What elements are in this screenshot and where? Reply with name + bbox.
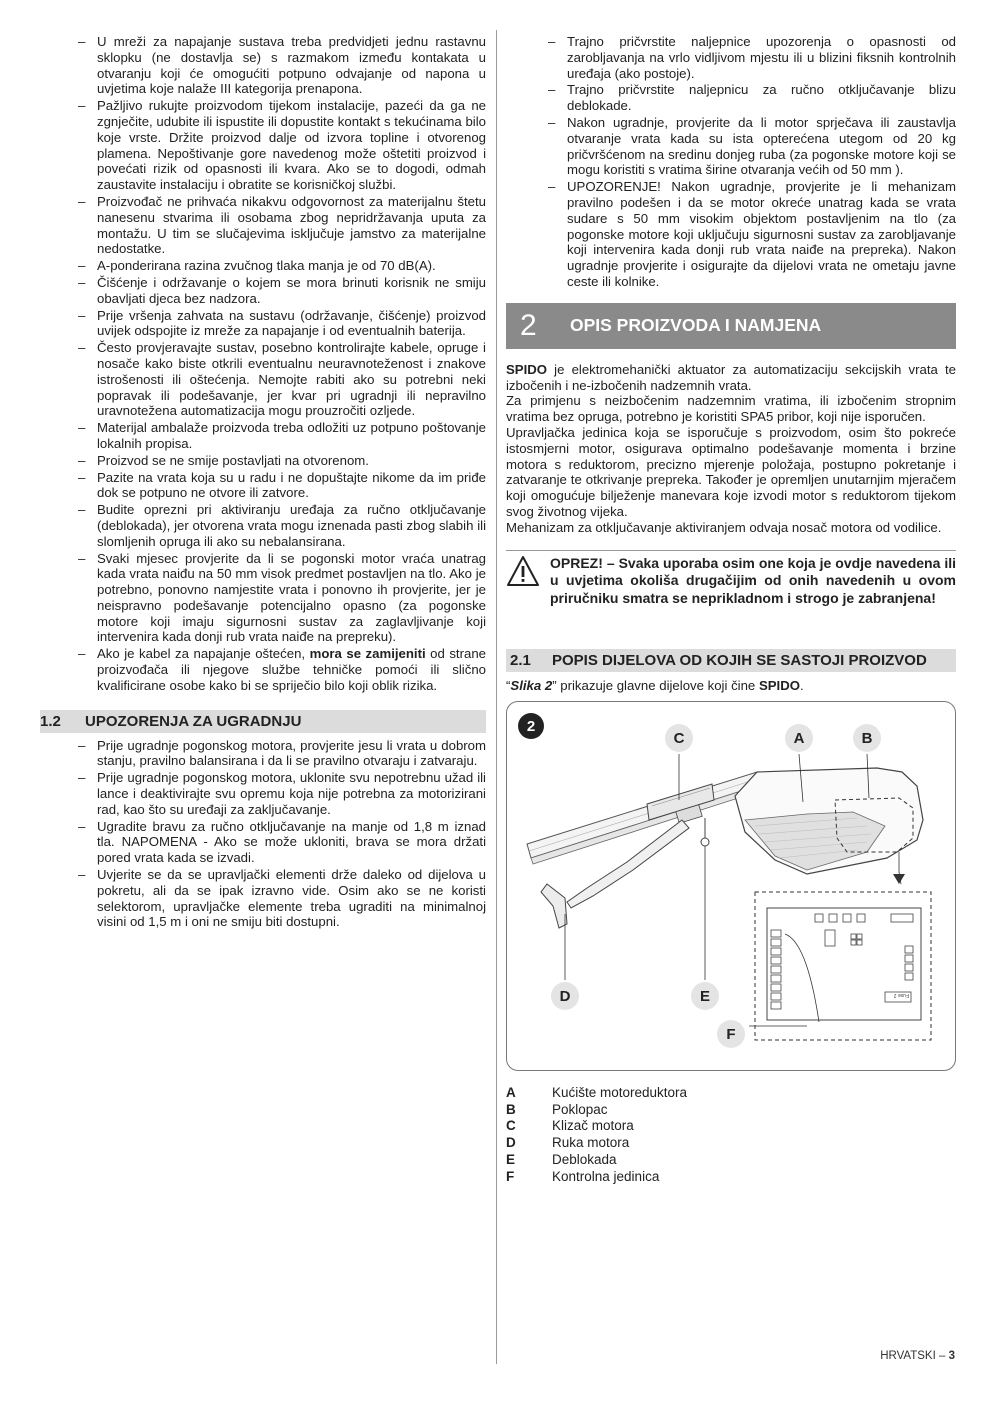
warning-triangle-icon bbox=[506, 555, 550, 608]
label-f: F bbox=[726, 1025, 736, 1043]
section-heading-1-2 bbox=[40, 710, 486, 733]
list-item: – Prije ugradnje pogonskog motora, uklonite svu nepotrebnu užad ili lance i deaktivirajte svu opremu koja nije potrebna za motorizirani rad, kao što su uređaji za zaključavanje. bbox=[40, 770, 486, 817]
legend-key: B bbox=[506, 1101, 516, 1117]
description-paragraph: Za primjenu s neizbočenim nadzemnim vratima, ili izbočenim stropnim vratima bez opruga, potrebno je koristiti SPA5 pribor, koji nije isporučen. bbox=[506, 393, 956, 425]
section-number: 2.1 bbox=[510, 652, 531, 670]
legend-text: Poklopac bbox=[552, 1101, 608, 1117]
figure-2-parts-diagram bbox=[506, 701, 956, 1071]
legend-text: Kućište motoreduktora bbox=[552, 1084, 688, 1100]
legend-row bbox=[506, 1102, 956, 1119]
legend-key: F bbox=[506, 1168, 515, 1184]
list-item: – Ugradite bravu za ručno otključavanje na manje od 1,8 m iznad tla. NAPOMENA - Ako se može ukloniti, brava se mora držati pored vrata kada se izvadi. bbox=[40, 819, 486, 866]
figure-caption: “Slika 2” prikazuje glavne dijelove koji čine SPIDO. bbox=[506, 678, 804, 694]
legend-row bbox=[506, 1152, 956, 1169]
left-column bbox=[40, 34, 486, 931]
list-item: – Uvjerite se da se upravljački elementi drže daleko od dijelova u pokretu, ali da se ipak izravno vide. Osim ako se ne koristi selektorom, upravljačke elemente treba ugraditi na minimalnoj visini od 1,5 m i oni ne smiju biti dostupni. bbox=[40, 867, 486, 930]
caution-text: OPREZ! – Svaka uporaba osim one koja je ovdje navedena ili u uvjetima okoliša drugačijim od onih navedenih u ovom priručniku smatra se neprikladnom i strogo je zabranjena! bbox=[550, 554, 956, 606]
legend-key: A bbox=[506, 1084, 516, 1100]
legend-text: Deblokada bbox=[552, 1152, 617, 1167]
legend-row bbox=[506, 1085, 956, 1102]
label-c: C bbox=[673, 729, 685, 747]
column-divider bbox=[496, 30, 497, 1364]
section-number: 1.2 bbox=[40, 712, 61, 730]
label-b: B bbox=[861, 729, 873, 747]
list-item: – Nakon ugradnje, provjerite da li motor sprječava ili zaustavlja otvaranje vrata kada su ista opterećena utegom od 20 kg pričvršćenom na sredinu donjeg ruba (za pogonske motore koji se mogu koristiti s vratima širine otvaranja većih od 50 mm ). bbox=[506, 115, 956, 178]
safety-list-cable bbox=[40, 646, 486, 693]
legend-text: Ruka motora bbox=[552, 1135, 630, 1151]
chapter-number: 2 bbox=[520, 308, 537, 342]
safety-list-continued bbox=[506, 34, 956, 290]
list-item: – Proizvod se ne smije postavljati na otvorenom. bbox=[40, 453, 486, 469]
list-item: – Često provjeravajte sustav, posebno kontrolirajte kabele, opruge i nosače kako biste otkrili eventualnu neuravnoteženost i znakove istrošenosti ili oštećenja. Nemojte rabiti ako su potrebni neki popravak ili podešavanje, jer kvar pri ugradnji ili nepravilno uravnotežena automatizacija mogu prouzročiti ozljede. bbox=[40, 340, 486, 419]
chapter-title: OPIS PROIZVODA I NAMJENA bbox=[570, 314, 822, 335]
list-item: – A-ponderirana razina zvučnog tlaka manja je od 70 dB(A). bbox=[40, 258, 486, 274]
list-item: – Trajno pričvrstite naljepnice upozorenja o opasnosti od zarobljavanja na vrlo vidljivom mjestu ili u blizini fiksnih kontrolnih uređaja (ako postoje). bbox=[506, 34, 956, 81]
description-paragraph: Mehanizam za otključavanje aktiviranjem odvaja nosač motora od vodilice. bbox=[506, 519, 942, 535]
list-item: – Svaki mjesec provjerite da li se pogonski motor vraća unatrag kada vrata naiđu na 50 mm visok predmet postavljen na tlo. Ako je potrebno, ponovno namjestite vrata i ponovno ih provjerite, jer je neispravno podešavanje potencijalno opasno (za pogonske motore koji imaju sigurnosni sustav za zaglavljivanje koji intervenira kada donji rub vrata naiđe na prepreku). bbox=[40, 551, 486, 646]
legend-text: Kontrolna jedinica bbox=[552, 1168, 660, 1184]
page-footer: HRVATSKI – 3 bbox=[880, 1350, 955, 1362]
list-item: – Pažljivo rukujte proizvodom tijekom instalacije, pazeći da ga ne zgnječite, udubite ili ispustite ili dopustite kontakt s tekućinama bilo koje vrste. Držite proizvod dalje od izvora topline i otvorenog plamena. Nepoštivanje gore navedenog može oštetiti proizvod i povećati rizik od opasnosti ili kvara. Ako se to dogodi, odmah zaustavite instalaciju i obratite se korisničkoj službi. bbox=[40, 98, 486, 193]
list-item: – Proizvođač ne prihvaća nikakvu odgovornost za materijalnu štetu nanesenu stvarima ili osobama zbog nepridržavanja uputa za montažu. U tim se slučajevima isključuje jamstvo za materijalne nedostatke. bbox=[40, 194, 486, 257]
legend-key: E bbox=[506, 1152, 516, 1167]
list-item: – U mreži za napajanje sustava treba predvidjeti jednu rastavnu sklopku (ne dostavlja se) s razmakom između kontakata u otvaranju koji će omogućiti potpuno odvajanje od napona u uvjetima koje nalaže III kategorija prenapona. bbox=[40, 34, 486, 97]
list-item: – Trajno pričvrstite naljepnicu za ručno otključavanje blizu deblokade. bbox=[506, 82, 956, 114]
label-e: E bbox=[699, 987, 711, 1005]
chapter-heading-2 bbox=[506, 303, 956, 349]
label-a: A bbox=[793, 729, 805, 747]
section-title: UPOZORENJA ZA UGRADNJU bbox=[85, 712, 302, 730]
legend-text: Klizač motora bbox=[552, 1118, 634, 1134]
list-item: – Prije vršenja zahvata na sustavu (održavanje, čišćenje) proizvod uvijek odspojite iz mreže za napajanje i od eventualnih baterija. bbox=[40, 308, 486, 340]
safety-list-general bbox=[40, 34, 486, 645]
legend-key: D bbox=[506, 1135, 516, 1151]
intro-paragraph: SPIDO je elektromehanički aktuator za automatizaciju sekcijskih vrata te izbočenih i ne-izbočenih nadzemnih vrata. bbox=[506, 361, 956, 393]
parts-legend bbox=[506, 1085, 956, 1186]
description-paragraph: Upravljačka jedinica koja se isporučuje s proizvodom, osim što pokreće istosmjerni motor, osigurava optimalno podešavanje momenta i brzine motora s reduktorom, precizno mjerenje položaja, postupno pokretanje i zatvaranje te otkrivanje prepreka. Također je opremljen unutarnjim mjeračem koji omogućuje bilježenje manevara koje izvodi motor s reduktorom tijekom svog životnog vijeka. bbox=[506, 424, 956, 519]
label-d: D bbox=[559, 987, 571, 1005]
board-tag: Fuse 2 bbox=[893, 991, 909, 998]
legend-row bbox=[506, 1118, 956, 1135]
legend-row bbox=[506, 1135, 956, 1152]
parts-illustration bbox=[507, 702, 955, 1070]
right-column bbox=[506, 34, 956, 1186]
list-item: – UPOZORENJE! Nakon ugradnje, provjerite je li mehanizam pravilno podešen i da se motor okreće unatrag kada se vrata sudare s 50 mm visokim objektom postavljenim na tlo (za pogonske motore koji uključuju sigurnosni sustav za zarobljavanje koji intervenira kada donji rub vrata naiđe na prepreka). Nakon ugradnje provjerite i osigurajte da dijelovi vrata ne ometaju javne ceste ili kolnike. bbox=[506, 179, 956, 290]
list-item: – Prije ugradnje pogonskog motora, provjerite jesu li vrata u dobrom stanju, pravilno balansirana i da li se pravilno otvaraju i zatvaraju. bbox=[40, 738, 486, 770]
list-item: – Ako je kabel za napajanje oštećen, mora se zamijeniti od strane proizvođača ili njegove službe tehničke pomoći ili slično kvalificirane osobe kako bi se spriječio bilo koji oblik rizika. bbox=[40, 646, 486, 693]
legend-row bbox=[506, 1169, 956, 1186]
installation-warnings-list bbox=[40, 738, 486, 931]
list-item: – Čišćenje i održavanje o kojem se mora brinuti korisnik ne smiju obavljati djeca bez nadzora. bbox=[40, 275, 486, 307]
section-title: POPIS DIJELOVA OD KOJIH SE SASTOJI PROIZVOD bbox=[552, 652, 927, 670]
legend-key: C bbox=[506, 1118, 516, 1134]
list-item: – Budite oprezni pri aktiviranju uređaja za ručno otključavanje (deblokada), jer otvorena vrata mogu iznenada pasti zbog slabih ili slomljenih opruga ili ako su nebalansirana. bbox=[40, 502, 486, 549]
figure-number: 2 bbox=[526, 717, 536, 735]
list-item: – Materijal ambalaže proizvoda treba odložiti uz potpuno poštovanje lokalnih propisa. bbox=[40, 420, 486, 452]
description-paragraphs bbox=[506, 393, 956, 535]
section-heading-2-1 bbox=[506, 649, 956, 672]
list-item: – Pazite na vrata koja su u radu i ne dopuštajte nikome da im priđe dok se potpuno ne otvore ili zatvore. bbox=[40, 470, 486, 502]
caution-box bbox=[506, 550, 956, 608]
